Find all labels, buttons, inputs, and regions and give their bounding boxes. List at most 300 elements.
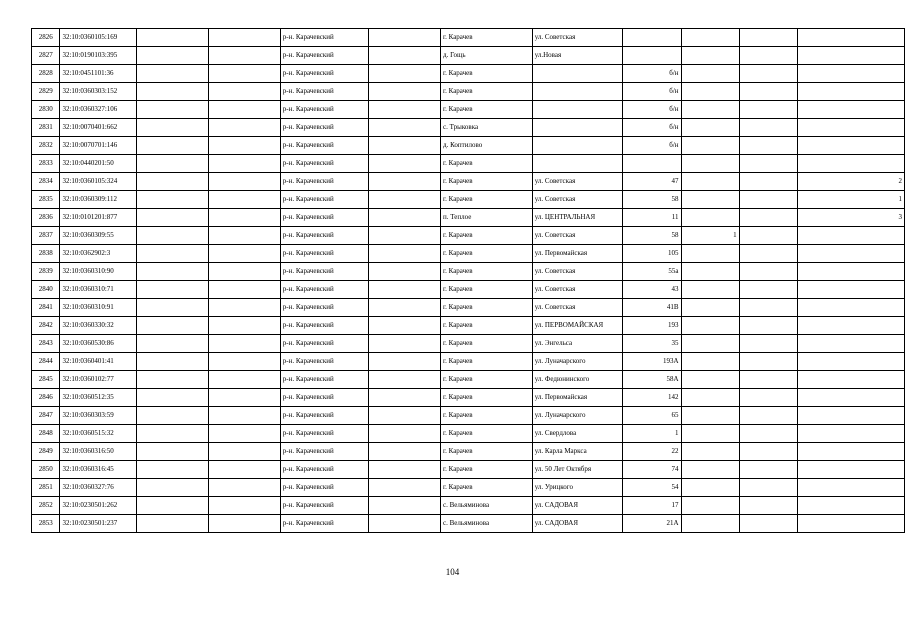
cell-col-12 <box>797 497 904 515</box>
cell-col-4 <box>208 353 280 371</box>
cell-row-number: 2844 <box>32 353 60 371</box>
cell-district: р-н. Карачевский <box>280 389 368 407</box>
cell-district: р-н. Карачевский <box>280 299 368 317</box>
cell-col-3 <box>136 227 208 245</box>
cell-col-11 <box>739 65 797 83</box>
cell-col-10 <box>681 299 739 317</box>
cell-col-10 <box>681 389 739 407</box>
cell-settlement: г. Карачев <box>441 299 533 317</box>
cell-street <box>532 65 622 83</box>
cell-row-number: 2832 <box>32 137 60 155</box>
cell-col-4 <box>208 191 280 209</box>
cell-col-4 <box>208 83 280 101</box>
cell-settlement: г. Карачев <box>441 155 533 173</box>
table-row <box>32 461 905 479</box>
cell-col-3 <box>136 281 208 299</box>
cell-col-12 <box>797 389 904 407</box>
cell-house-number <box>622 29 681 47</box>
cell-settlement: г. Карачев <box>441 317 533 335</box>
cell-col-3 <box>136 317 208 335</box>
cell-house-number: 47 <box>622 173 681 191</box>
cell-col-10: 1 <box>681 227 739 245</box>
cell-house-number: 58 <box>622 227 681 245</box>
cell-col-10 <box>681 497 739 515</box>
cell-house-number: б/н <box>622 119 681 137</box>
cell-col-4 <box>208 479 280 497</box>
cell-col-11 <box>739 389 797 407</box>
cell-cadastral-number: 32:10:0360327:106 <box>60 101 136 119</box>
cell-col-6 <box>368 461 440 479</box>
cell-col-10 <box>681 443 739 461</box>
cell-district: р-н. Карачевский <box>280 371 368 389</box>
cell-col-6 <box>368 281 440 299</box>
cell-district: р-н. Карачевский <box>280 335 368 353</box>
cell-settlement: г. Карачев <box>441 83 533 101</box>
cell-house-number: 142 <box>622 389 681 407</box>
cell-col-3 <box>136 83 208 101</box>
cell-district: р-н. Карачевский <box>280 281 368 299</box>
cell-col-11 <box>739 119 797 137</box>
cell-col-3 <box>136 497 208 515</box>
cell-house-number: б/н <box>622 65 681 83</box>
cell-col-3 <box>136 479 208 497</box>
cell-settlement: г. Карачев <box>441 173 533 191</box>
cell-district: р-н. Карачевский <box>280 443 368 461</box>
cell-row-number: 2853 <box>32 515 60 533</box>
cell-col-10 <box>681 191 739 209</box>
cell-row-number: 2836 <box>32 209 60 227</box>
cell-settlement: п. Теплое <box>441 209 533 227</box>
cell-settlement: г. Карачев <box>441 389 533 407</box>
cell-street <box>532 101 622 119</box>
cell-cadastral-number: 32:10:0360530:86 <box>60 335 136 353</box>
cell-street: ул. Энгельса <box>532 335 622 353</box>
cell-cadastral-number: 32:10:0360310:90 <box>60 263 136 281</box>
cell-cadastral-number: 32:10:0360309:55 <box>60 227 136 245</box>
table-row <box>32 497 905 515</box>
cell-settlement: г. Карачев <box>441 281 533 299</box>
cell-district: р-н. Карачевский <box>280 119 368 137</box>
cell-col-12 <box>797 65 904 83</box>
cell-col-12 <box>797 101 904 119</box>
cell-col-10 <box>681 407 739 425</box>
cell-col-11 <box>739 245 797 263</box>
cell-col-11 <box>739 155 797 173</box>
cell-col-11 <box>739 191 797 209</box>
cell-district: р-н. Карачевский <box>280 245 368 263</box>
cell-col-12 <box>797 119 904 137</box>
cell-street: ул. Советская <box>532 299 622 317</box>
cell-col-12 <box>797 317 904 335</box>
cell-col-3 <box>136 173 208 191</box>
register-table-body <box>32 29 905 533</box>
cell-col-3 <box>136 137 208 155</box>
cell-district: р-н. Карачевский <box>280 173 368 191</box>
cell-col-11 <box>739 281 797 299</box>
cell-col-4 <box>208 209 280 227</box>
cell-col-4 <box>208 515 280 533</box>
cell-street: ул. Советская <box>532 281 622 299</box>
page-number: 104 <box>445 567 460 577</box>
cell-col-3 <box>136 515 208 533</box>
cell-settlement: г. Карачев <box>441 443 533 461</box>
cell-col-10 <box>681 515 739 533</box>
cell-house-number: 11 <box>622 209 681 227</box>
cell-district: р-н. Карачевский <box>280 497 368 515</box>
cell-district: р-н. Карачевский <box>280 407 368 425</box>
cell-col-11 <box>739 335 797 353</box>
cell-col-6 <box>368 191 440 209</box>
cell-street: ул. САДОВАЯ <box>532 497 622 515</box>
cell-col-10 <box>681 29 739 47</box>
cell-col-3 <box>136 47 208 65</box>
cell-col-12 <box>797 47 904 65</box>
cell-col-12 <box>797 425 904 443</box>
cell-col-6 <box>368 263 440 281</box>
cell-col-3 <box>136 425 208 443</box>
cell-cadastral-number: 32:10:0360105:324 <box>60 173 136 191</box>
table-row <box>32 425 905 443</box>
cell-row-number: 2827 <box>32 47 60 65</box>
table-row <box>32 83 905 101</box>
cell-col-6 <box>368 497 440 515</box>
cell-street: ул. Луначарского <box>532 353 622 371</box>
cell-col-3 <box>136 191 208 209</box>
cell-district: р-н. Карачевский <box>280 479 368 497</box>
cell-street: ул. ПЕРВОМАЙСКАЯ <box>532 317 622 335</box>
cell-col-6 <box>368 425 440 443</box>
cell-cadastral-number: 32:10:0360515:32 <box>60 425 136 443</box>
cell-cadastral-number: 32:10:0360105:169 <box>60 29 136 47</box>
cell-district: р-н. Карачевский <box>280 353 368 371</box>
cell-col-3 <box>136 353 208 371</box>
cell-row-number: 2828 <box>32 65 60 83</box>
cell-col-6 <box>368 299 440 317</box>
cell-col-6 <box>368 83 440 101</box>
cell-street: ул. Карла Маркса <box>532 443 622 461</box>
table-row <box>32 119 905 137</box>
cell-col-12 <box>797 479 904 497</box>
cell-cadastral-number: 32:10:0360303:152 <box>60 83 136 101</box>
cell-col-6 <box>368 443 440 461</box>
table-row <box>32 317 905 335</box>
cell-house-number: 65 <box>622 407 681 425</box>
cell-col-3 <box>136 371 208 389</box>
cell-col-11 <box>739 47 797 65</box>
cell-col-11 <box>739 497 797 515</box>
cell-col-12 <box>797 461 904 479</box>
cell-settlement: г. Карачев <box>441 65 533 83</box>
cell-house-number: 22 <box>622 443 681 461</box>
cell-col-10 <box>681 335 739 353</box>
cell-col-4 <box>208 263 280 281</box>
cell-col-12 <box>797 299 904 317</box>
table-row <box>32 299 905 317</box>
cell-house-number: б/н <box>622 83 681 101</box>
cell-col-12 <box>797 353 904 371</box>
cell-col-6 <box>368 245 440 263</box>
cell-col-12: 1 <box>797 191 904 209</box>
cell-col-4 <box>208 227 280 245</box>
cell-cadastral-number: 32:10:0190103:395 <box>60 47 136 65</box>
cell-col-12: 3 <box>797 209 904 227</box>
cell-col-10 <box>681 479 739 497</box>
table-row <box>32 191 905 209</box>
cell-street: ул. Советская <box>532 263 622 281</box>
cell-house-number: 105 <box>622 245 681 263</box>
cell-street: ул. Советская <box>532 191 622 209</box>
table-row <box>32 371 905 389</box>
cell-col-3 <box>136 299 208 317</box>
cell-col-4 <box>208 407 280 425</box>
cell-district: р-н. Карачевский <box>280 263 368 281</box>
cell-cadastral-number: 32:10:0360316:45 <box>60 461 136 479</box>
cell-col-6 <box>368 227 440 245</box>
cell-col-12 <box>797 155 904 173</box>
cell-district: р-н. Карачевский <box>280 209 368 227</box>
table-row <box>32 515 905 533</box>
cell-row-number: 2837 <box>32 227 60 245</box>
cell-col-6 <box>368 353 440 371</box>
table-row <box>32 335 905 353</box>
cell-row-number: 2851 <box>32 479 60 497</box>
cell-col-11 <box>739 479 797 497</box>
cell-col-11 <box>739 209 797 227</box>
cell-street: ул.Новая <box>532 47 622 65</box>
cell-settlement: г. Карачев <box>441 335 533 353</box>
cell-cadastral-number: 32:10:0360327:76 <box>60 479 136 497</box>
cell-row-number: 2843 <box>32 335 60 353</box>
cell-col-12 <box>797 263 904 281</box>
table-row <box>32 353 905 371</box>
cell-house-number: 74 <box>622 461 681 479</box>
cell-settlement: г. Карачев <box>441 425 533 443</box>
cell-settlement: с. Вельяминова <box>441 515 533 533</box>
cell-district: р-н. Карачевский <box>280 155 368 173</box>
cell-street <box>532 155 622 173</box>
cell-cadastral-number: 32:10:0101201:877 <box>60 209 136 227</box>
cell-row-number: 2833 <box>32 155 60 173</box>
cell-house-number: 54 <box>622 479 681 497</box>
table-row <box>32 101 905 119</box>
cell-col-4 <box>208 443 280 461</box>
table-row <box>32 263 905 281</box>
cell-district: р-н. Карачевский <box>280 317 368 335</box>
cell-cadastral-number: 32:10:0451101:36 <box>60 65 136 83</box>
cell-col-11 <box>739 173 797 191</box>
cell-col-4 <box>208 101 280 119</box>
cell-row-number: 2841 <box>32 299 60 317</box>
cell-col-10 <box>681 245 739 263</box>
cell-col-11 <box>739 407 797 425</box>
cell-col-4 <box>208 155 280 173</box>
cell-col-3 <box>136 245 208 263</box>
cell-col-4 <box>208 281 280 299</box>
cell-col-12 <box>797 83 904 101</box>
cell-settlement: г. Карачев <box>441 461 533 479</box>
cell-col-3 <box>136 65 208 83</box>
cell-street <box>532 83 622 101</box>
cell-street: ул. Урицкого <box>532 479 622 497</box>
cell-col-11 <box>739 29 797 47</box>
cell-col-11 <box>739 263 797 281</box>
cell-row-number: 2838 <box>32 245 60 263</box>
cell-col-12 <box>797 335 904 353</box>
cell-col-10 <box>681 83 739 101</box>
cell-col-11 <box>739 515 797 533</box>
cell-district: р-н. Карачевский <box>280 137 368 155</box>
cell-col-6 <box>368 317 440 335</box>
cell-settlement: г. Карачев <box>441 353 533 371</box>
cell-col-3 <box>136 389 208 407</box>
cell-col-12 <box>797 245 904 263</box>
cell-col-11 <box>739 83 797 101</box>
cell-col-3 <box>136 335 208 353</box>
cell-street: ул. Федюнинского <box>532 371 622 389</box>
cell-settlement: д. Коптилово <box>441 137 533 155</box>
cell-row-number: 2830 <box>32 101 60 119</box>
cell-district: р-н. Карачевский <box>280 425 368 443</box>
cell-settlement: г. Карачев <box>441 101 533 119</box>
cell-cadastral-number: 32:10:0360310:71 <box>60 281 136 299</box>
cell-col-4 <box>208 29 280 47</box>
cell-district: р-н. Карачевский <box>280 65 368 83</box>
cell-col-4 <box>208 335 280 353</box>
cell-col-3 <box>136 443 208 461</box>
cell-col-6 <box>368 389 440 407</box>
cell-col-4 <box>208 245 280 263</box>
cell-cadastral-number: 32:10:0362902:3 <box>60 245 136 263</box>
cell-col-10 <box>681 461 739 479</box>
cell-col-10 <box>681 281 739 299</box>
cell-street: ул. Советская <box>532 173 622 191</box>
cell-cadastral-number: 32:10:0360309:112 <box>60 191 136 209</box>
table-row <box>32 245 905 263</box>
cell-col-10 <box>681 353 739 371</box>
table-row <box>32 407 905 425</box>
cell-col-11 <box>739 227 797 245</box>
cell-col-4 <box>208 497 280 515</box>
cell-col-10 <box>681 47 739 65</box>
cell-cadastral-number: 32:10:0360303:59 <box>60 407 136 425</box>
table-row <box>32 29 905 47</box>
cell-col-6 <box>368 155 440 173</box>
cell-row-number: 2849 <box>32 443 60 461</box>
cell-col-12 <box>797 137 904 155</box>
cell-house-number: 193 <box>622 317 681 335</box>
cell-col-10 <box>681 317 739 335</box>
cell-col-4 <box>208 47 280 65</box>
register-table <box>31 28 905 533</box>
cell-col-4 <box>208 317 280 335</box>
cell-district: р-н. Карачевский <box>280 515 368 533</box>
cell-col-10 <box>681 263 739 281</box>
cell-col-11 <box>739 425 797 443</box>
cell-col-3 <box>136 155 208 173</box>
cell-row-number: 2829 <box>32 83 60 101</box>
cell-col-3 <box>136 119 208 137</box>
cell-col-4 <box>208 371 280 389</box>
cell-settlement: г. Карачев <box>441 479 533 497</box>
cell-row-number: 2831 <box>32 119 60 137</box>
cell-col-3 <box>136 407 208 425</box>
cell-col-4 <box>208 389 280 407</box>
cell-col-11 <box>739 101 797 119</box>
cell-settlement: г. Карачев <box>441 371 533 389</box>
cell-col-4 <box>208 137 280 155</box>
cell-col-12 <box>797 407 904 425</box>
cell-col-11 <box>739 353 797 371</box>
cell-house-number: 21А <box>622 515 681 533</box>
cell-district: р-н. Карачевский <box>280 29 368 47</box>
cell-cadastral-number: 32:10:0360401:41 <box>60 353 136 371</box>
cell-col-10 <box>681 101 739 119</box>
cell-col-11 <box>739 317 797 335</box>
cell-cadastral-number: 32:10:0360330:32 <box>60 317 136 335</box>
cell-house-number: б/н <box>622 101 681 119</box>
cell-row-number: 2842 <box>32 317 60 335</box>
cell-col-6 <box>368 65 440 83</box>
cell-settlement: г. Карачев <box>441 407 533 425</box>
cell-col-4 <box>208 425 280 443</box>
cell-col-3 <box>136 101 208 119</box>
cell-street <box>532 137 622 155</box>
cell-col-3 <box>136 29 208 47</box>
cell-settlement: с. Вельяминова <box>441 497 533 515</box>
cell-col-4 <box>208 173 280 191</box>
cell-district: р-н. Карачевский <box>280 461 368 479</box>
cell-row-number: 2847 <box>32 407 60 425</box>
cell-row-number: 2826 <box>32 29 60 47</box>
cell-col-6 <box>368 47 440 65</box>
cell-col-10 <box>681 65 739 83</box>
cell-cadastral-number: 32:10:0230501:237 <box>60 515 136 533</box>
table-row <box>32 227 905 245</box>
cell-col-10 <box>681 155 739 173</box>
cell-cadastral-number: 32:10:0070401:662 <box>60 119 136 137</box>
cell-col-10 <box>681 173 739 191</box>
cell-cadastral-number: 32:10:0360316:50 <box>60 443 136 461</box>
cell-cadastral-number: 32:10:0070701:146 <box>60 137 136 155</box>
cell-house-number: 55а <box>622 263 681 281</box>
cell-col-10 <box>681 119 739 137</box>
cell-house-number: 41В <box>622 299 681 317</box>
cell-col-11 <box>739 137 797 155</box>
cell-row-number: 2839 <box>32 263 60 281</box>
table-row <box>32 389 905 407</box>
table-row <box>32 479 905 497</box>
cell-district: р-н. Карачевский <box>280 47 368 65</box>
cell-col-6 <box>368 119 440 137</box>
table-row <box>32 47 905 65</box>
cell-district: р-н. Карачевский <box>280 191 368 209</box>
cell-row-number: 2845 <box>32 371 60 389</box>
cell-house-number: 193А <box>622 353 681 371</box>
cell-street: ул. Первомайская <box>532 389 622 407</box>
cell-street: ул. Свердлова <box>532 425 622 443</box>
cell-cadastral-number: 32:10:0230501:262 <box>60 497 136 515</box>
cell-settlement: г. Карачев <box>441 263 533 281</box>
cell-row-number: 2850 <box>32 461 60 479</box>
table-row <box>32 65 905 83</box>
cell-street: ул. САДОВАЯ <box>532 515 622 533</box>
cell-col-10 <box>681 209 739 227</box>
cell-row-number: 2840 <box>32 281 60 299</box>
cell-street: ул. 50 Лет Октября <box>532 461 622 479</box>
cell-col-4 <box>208 461 280 479</box>
cell-col-6 <box>368 479 440 497</box>
cell-settlement: г. Карачев <box>441 191 533 209</box>
